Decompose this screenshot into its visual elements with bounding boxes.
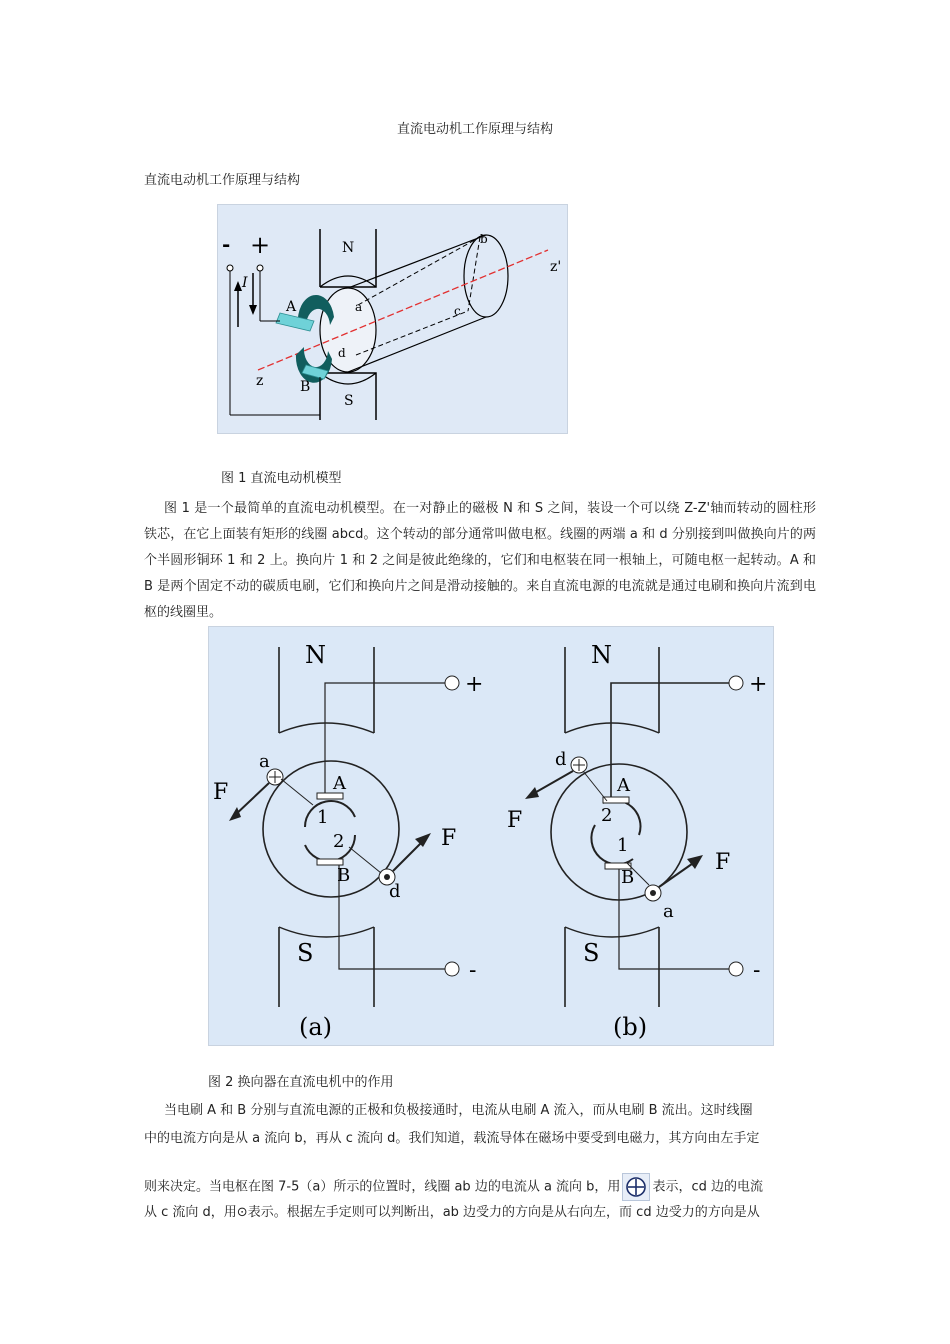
fig2b-n-label: N	[591, 641, 612, 669]
paragraph-1: 图 1 是一个最简单的直流电动机模型。在一对静止的磁极 N 和 S 之间，装设一个可以绕 Z-Z'轴而转动的圆柱形铁芯，在它上面装有矩形的线圈 abcd。这个转动的部分通常叫做电枢。线圈的两端 a 和 d 分别接到叫做换向片的两个半圆形铜环 1 和 2 上。换向片 1 和 2 之间是彼此绝缘的，它们和电枢装在同一根轴上，可随电枢一起转动。A 和 B 是两个固定不动的碳质电刷，它们和换向片之间是滑动接触的。来自直流电源的电流就是通过电刷和换向片流到电枢的线圈里。	[144, 501, 816, 620]
fig2a-minus-label: -	[469, 958, 477, 983]
fig1-n-label: N	[342, 240, 355, 256]
fig1-minus-label: -	[222, 232, 231, 256]
paragraph-2-line-4: 从 c 流向 d，用⊙表示。根据左手定则可以判断出，ab 边受力的方向是从右向左，而 cd 边受力的方向是从	[144, 1205, 760, 1220]
fig1-plus-label: +	[250, 231, 271, 259]
paragraph-2-line-1: 当电刷 A 和 B 分别与直流电源的正极和负极接通时，电流从电刷 A 流入，而从电刷 B 流出。这时线圈	[164, 1103, 753, 1118]
fig2b-plus-label: +	[749, 672, 768, 697]
fig1-i-label: I	[242, 275, 248, 291]
figure-1-diagram	[218, 205, 567, 433]
fig2a-f-left-label: F	[213, 780, 229, 805]
fig2b-minus-label: -	[753, 958, 761, 983]
fig2a-f-right-label: F	[441, 826, 457, 851]
section-heading: 直流电动机工作原理与结构	[144, 173, 301, 188]
fig2a-n-label: N	[305, 641, 326, 669]
fig1-d-label: d	[338, 346, 346, 360]
fig2b-a-label: a	[663, 901, 674, 922]
fig2b-panel-label: (b)	[613, 1013, 648, 1041]
panel-a	[213, 641, 483, 1041]
fig2b-f-left-label: F	[507, 808, 523, 833]
fig2b-brush-b-label: B	[621, 867, 635, 888]
fig2a-panel-label: (a)	[299, 1013, 333, 1041]
fig2a-d-label: d	[389, 881, 401, 902]
circle-plus-icon	[622, 1173, 650, 1201]
fig2a-brush-b-label: B	[337, 865, 351, 886]
figure-1-caption: 图 1 直流电动机模型	[221, 471, 342, 486]
figure-1-dc-motor-model	[217, 204, 568, 434]
fig1-z-label: z	[256, 373, 264, 389]
fig1-b-brush-label: B	[300, 379, 311, 395]
fig2a-brush-a-label: A	[333, 773, 346, 794]
fig2b-brush-a-label: A	[617, 775, 630, 796]
fig1-zprime-label: z'	[550, 259, 562, 275]
panel-b	[507, 641, 767, 1041]
fig2b-s-label: S	[583, 939, 600, 967]
fig2a-plus-label: +	[465, 672, 484, 697]
fig1-c-label: c	[454, 304, 461, 318]
figure-2-commutator	[208, 626, 774, 1046]
fig2a-s-label: S	[297, 939, 314, 967]
paragraph-2-line-2: 中的电流方向是从 a 流向 b，再从 c 流向 d。我们知道，载流导体在磁场中要受到电磁力，其方向由左手定	[144, 1131, 760, 1146]
fig2b-segment-1-label: 1	[617, 835, 629, 856]
fig2b-f-right-label: F	[715, 850, 731, 875]
fig2a-a-label: a	[259, 751, 270, 772]
paragraph-2-line-3	[144, 1173, 763, 1201]
figure-2-diagram	[209, 627, 773, 1045]
paragraph-2-line-3-before: 则来决定。当电枢在图 7-5（a）所示的位置时，线圈 ab 边的电流从 a 流向 b，用	[144, 1179, 621, 1195]
fig1-b-label: b	[480, 232, 488, 246]
fig2a-segment-2-label: 2	[333, 831, 345, 852]
figure-2-caption: 图 2 换向器在直流电机中的作用	[208, 1075, 394, 1090]
fig1-s-label: S	[344, 393, 354, 409]
fig2b-segment-2-label: 2	[601, 805, 613, 826]
fig1-a-label: a	[355, 300, 363, 314]
fig2b-d-label: d	[555, 749, 567, 770]
fig2a-segment-1-label: 1	[317, 807, 329, 828]
paragraph-2-line-3-after: 表示，cd 边的电流	[652, 1179, 763, 1195]
document-title: 直流电动机工作原理与结构	[396, 122, 553, 137]
fig1-a-brush-label: A	[286, 299, 297, 315]
